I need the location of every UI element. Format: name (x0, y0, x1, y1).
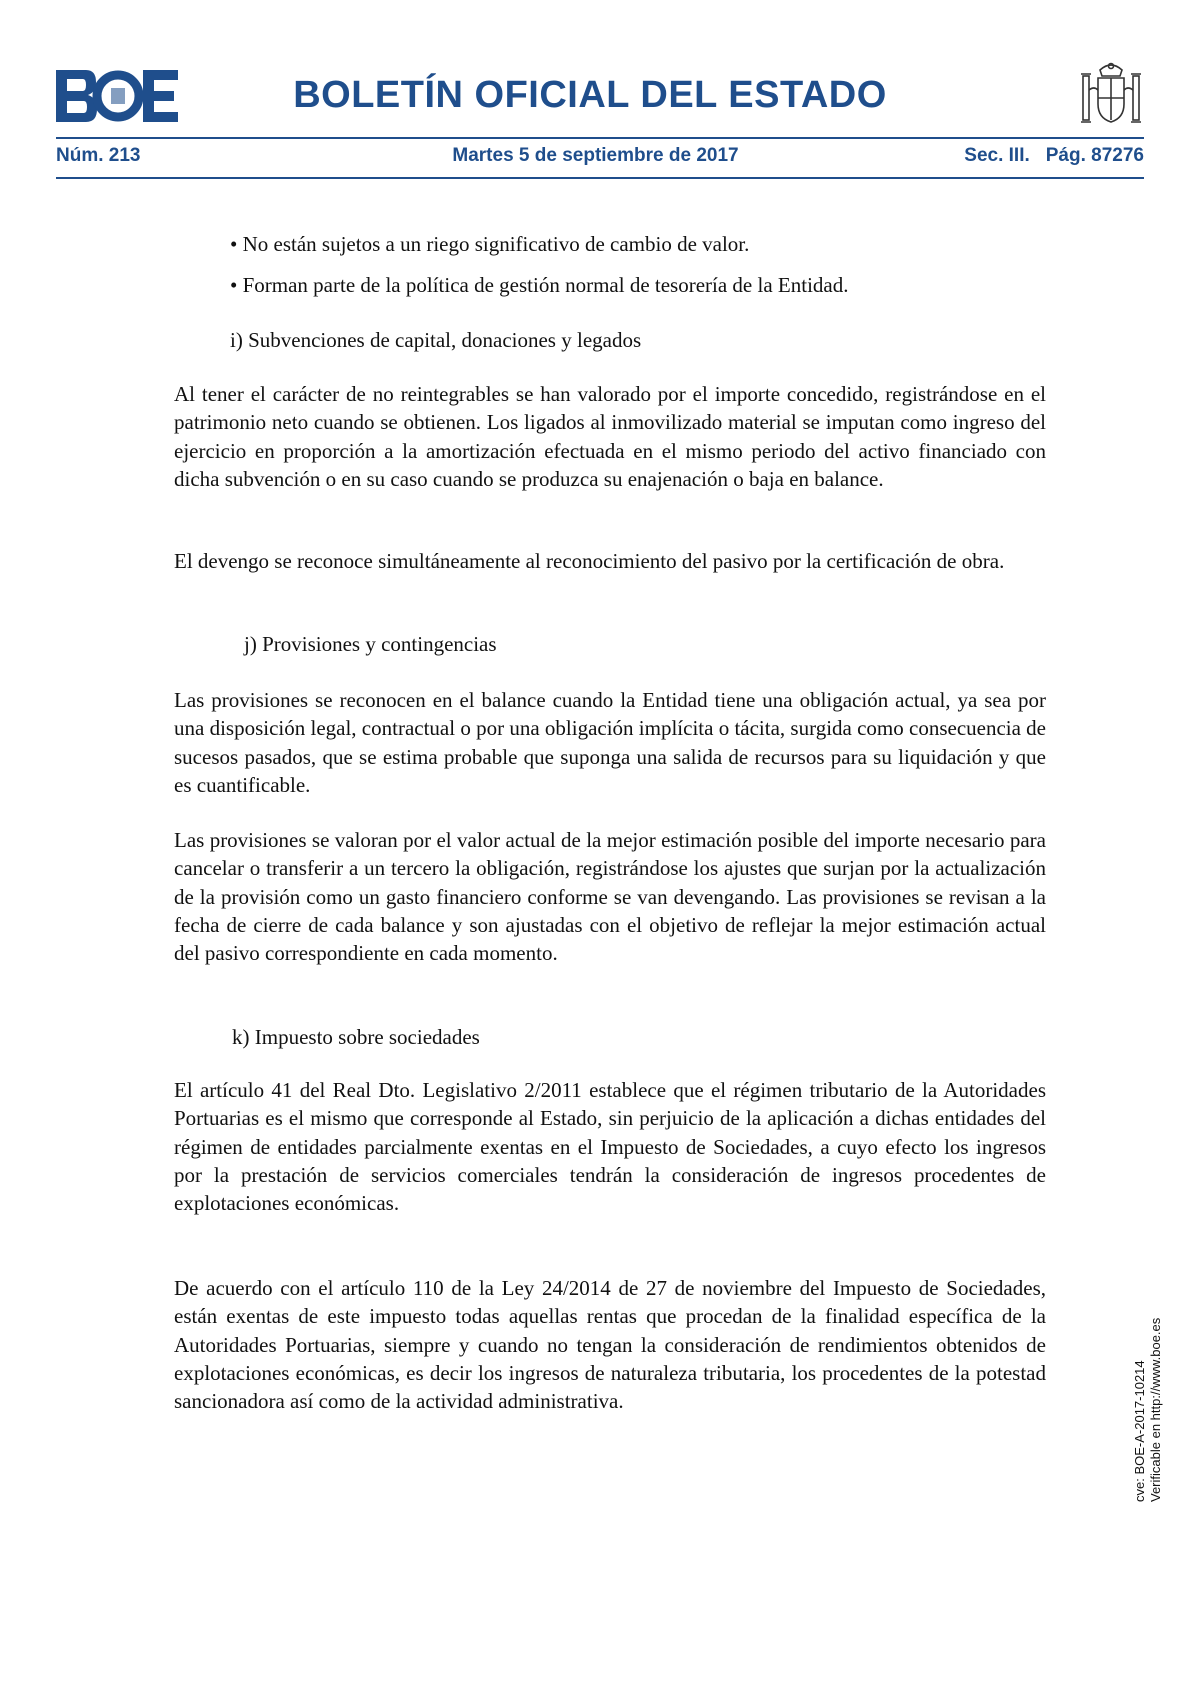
paragraph: El devengo se reconoce simultáneamente al reconocimiento del pasivo por la certificación de obra. (174, 549, 1005, 573)
paragraph: Al tener el carácter de no reintegrables se han valorado por el importe concedido, registrándose en el patrimonio neto cuando se obtienen. Los ligados al inmovilizado material se imputan como ingreso del ejercicio en proporción a la amortización efectuada en el mismo periodo del activo financiado con dicha subvención o en su caso cuando se produzca su enajenación o baja en balance. (174, 382, 1046, 491)
bullet-item: • Forman parte de la política de gestión normal de tesorería de la Entidad. (230, 273, 849, 297)
issue-date: Martes 5 de septiembre de 2017 (452, 145, 739, 166)
issue-number: Núm. 213 (56, 145, 141, 166)
section-heading-j: j) Provisiones y contingencias (244, 632, 497, 656)
section-label: Sec. III. (964, 145, 1030, 166)
page-number: Pág. 87276 (1045, 145, 1144, 166)
publication-title: BOLETÍN OFICIAL DEL ESTADO (293, 74, 887, 116)
paragraph: Las provisiones se reconocen en el balance cuando la Entidad tiene una obligación actual, ya sea por una disposición legal, contractual o por una obligación implícita o tácita, surgida como consecuencia de sucesos pasados, que se estima probable que suponga una salida de recursos para su liquidación y que es cuantificable. (174, 688, 1047, 797)
boe-logo (56, 70, 178, 122)
section-heading-i: i) Subvenciones de capital, donaciones y legados (230, 328, 642, 352)
paragraph: Las provisiones se valoran por el valor actual de la mejor estimación posible del importe necesario para cancelar o transferir a un tercero la obligación, registrándose los ajustes que surjan por la actualización de la provisión como un gasto financiero conforme se van devengando. Las provisiones se revisan a la fecha de cierre de cada balance y son ajustadas con el objetivo de reflejar la mejor estimación actual del pasivo correspondiente en cada momento. (174, 828, 1046, 966)
verification-sidebar (1132, 1318, 1164, 1502)
paragraph: De acuerdo con el artículo 110 de la Ley 24/2014 de 27 de noviembre del Impuesto de Sociedades, están exentas de este impuesto todas aquellas rentas que procedan de la finalidad específica de la Autoridades Portuarias, siempre y cuando no tengan la consideración de rendimientos obtenidos de explotaciones económicas, es decir los ingresos de naturaleza tributaria, los procedentes de la potestad sancionadora así como de la actividad administrativa. (174, 1276, 1046, 1414)
verification-link[interactable]: Verificable en http://www.boe.es (1148, 1317, 1163, 1502)
coat-of-arms-icon (1078, 60, 1144, 130)
cve-code: cve: BOE-A-2017-10214 (1132, 1360, 1147, 1502)
paragraph: El artículo 41 del Real Dto. Legislativo 2/2011 establece que el régimen tributario de la Autoridades Portuarias es el mismo que corresponde al Estado, sin perjuicio de la aplicación a dichas entidades del régimen de entidades parcialmente exentas en el Impuesto de Sociedades, a cuyo efecto los ingresos por la prestación de servicios comerciales tendrán la consideración de ingresos procedentes de explotaciones económicas. (174, 1078, 1046, 1216)
page-header (0, 0, 1191, 200)
section-page (964, 145, 1144, 167)
bullet-item: • No están sujetos a un riego significativo de cambio de valor. (230, 232, 750, 256)
header-rule-bottom (56, 177, 1144, 179)
section-heading-k: k) Impuesto sobre sociedades (232, 1025, 480, 1049)
header-rule-top (56, 137, 1144, 139)
